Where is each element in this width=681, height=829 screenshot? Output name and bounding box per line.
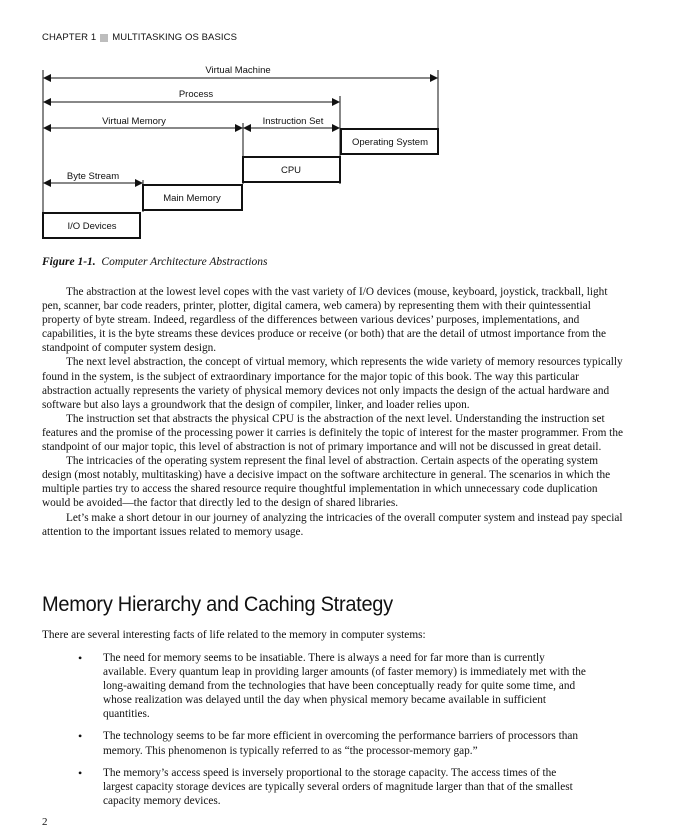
list-item-text: The need for memory seems to be insatiable. There is always a need for far more than is currently available. Every quantum leap in providing larger amounts (of faster memory) is immediately met with the long-awaiting demand from the technologies that have been conceptually ready for quite some time, and whose realization was delayed until the day when physical memory became available in sufficient quantities. xyxy=(103,652,586,721)
paragraph: The intricacies of the operating system represent the final level of abstraction. Certain aspects of the operating system design (most notably, multitasking) have a decisive impact on the software architecture in general. The scenarios in which the multiple parties try to access the shared resource require thoughtful implementation in which unnecessary code duplication would be avoided—the factor that directly led to the design of shared libraries. xyxy=(42,455,611,510)
figure-caption xyxy=(42,256,268,268)
bullet-list xyxy=(78,651,588,816)
paragraph: The instruction set that abstracts the physical CPU is the abstraction of the next level. Understanding the instruction set features and the promise of the processing power it carries is definitely the topic of interest for the master programmer. From the standpoint of our major topic, this level of abstraction is not of primary importance and will not be discussed in great detail. xyxy=(42,412,623,454)
list-item xyxy=(78,729,588,757)
io-devices-label: I/O Devices xyxy=(67,221,117,232)
paragraph: Let’s make a short detour in our journey of analyzing the intricacies of the overall computer system and instead pay special attention to the important issues related to memory usage. xyxy=(42,511,623,538)
byte-stream-label: Byte Stream xyxy=(66,171,120,182)
list-item-text: The technology seems to be far more efficient in overcoming the performance barriers of processors than memory. This phenomenon is typically referred to as “the processor-memory gap.” xyxy=(103,730,579,757)
cpu-label: CPU xyxy=(280,165,302,176)
bullet-icon: • xyxy=(78,765,83,780)
virtual-memory-label: Virtual Memory xyxy=(102,116,166,127)
body-text xyxy=(42,285,628,539)
bullet-icon: • xyxy=(78,729,83,744)
paragraph: The abstraction at the lowest level copes with the vast variety of I/O devices (mouse, keyboard, joystick, trackball, light pen, scanner, bar code readers, printer, plotter, digital camera, web camera) by representing them with their quintessential property of byte stream. Indeed, regardless of the differences between various devices’ purposes, implementations, and capabilities, it is the byte streams these devices produce or receive (or both) that are the detail of utmost importance from the standpoint of computer system design. xyxy=(42,286,608,355)
chapter-label: CHAPTER 1 xyxy=(42,32,97,43)
main-memory-label: Main Memory xyxy=(163,193,221,204)
bullet-icon: • xyxy=(78,651,83,665)
figure-number: Figure 1-1. xyxy=(42,256,96,268)
chapter-title: MULTITASKING OS BASICS xyxy=(112,32,238,43)
list-item-text: The memory’s access speed is inversely proportional to the storage capacity. The access times of the largest capacity storage devices are typically several orders of magnitude larger than that of the smallest capacity memory devices. xyxy=(103,766,573,807)
section-heading: Memory Hierarchy and Caching Strategy xyxy=(42,592,393,616)
figure-title: Computer Architecture Abstractions xyxy=(101,256,268,268)
list-item xyxy=(78,766,588,808)
page-number: 2 xyxy=(42,816,48,828)
architecture-diagram xyxy=(0,0,681,250)
section-intro: There are several interesting facts of life related to the memory in computer systems: xyxy=(42,629,426,641)
virtual-machine-label: Virtual Machine xyxy=(205,65,271,76)
paragraph: The next level abstraction, the concept of virtual memory, which represents the wide variety of memory resources typically found in the system, is the subject of extraordinary importance for the major topic of this book. The way this particular abstraction actually represents the variety of physical memory devices not only impacts the design of the actual hardware and software but also lays a groundwork that the design of compiler, linker, and loader relies upon. xyxy=(42,356,623,411)
instruction-set-label: Instruction Set xyxy=(262,116,324,127)
operating-system-label: Operating System xyxy=(351,137,429,148)
process-label: Process xyxy=(178,89,214,100)
list-item xyxy=(78,651,588,721)
